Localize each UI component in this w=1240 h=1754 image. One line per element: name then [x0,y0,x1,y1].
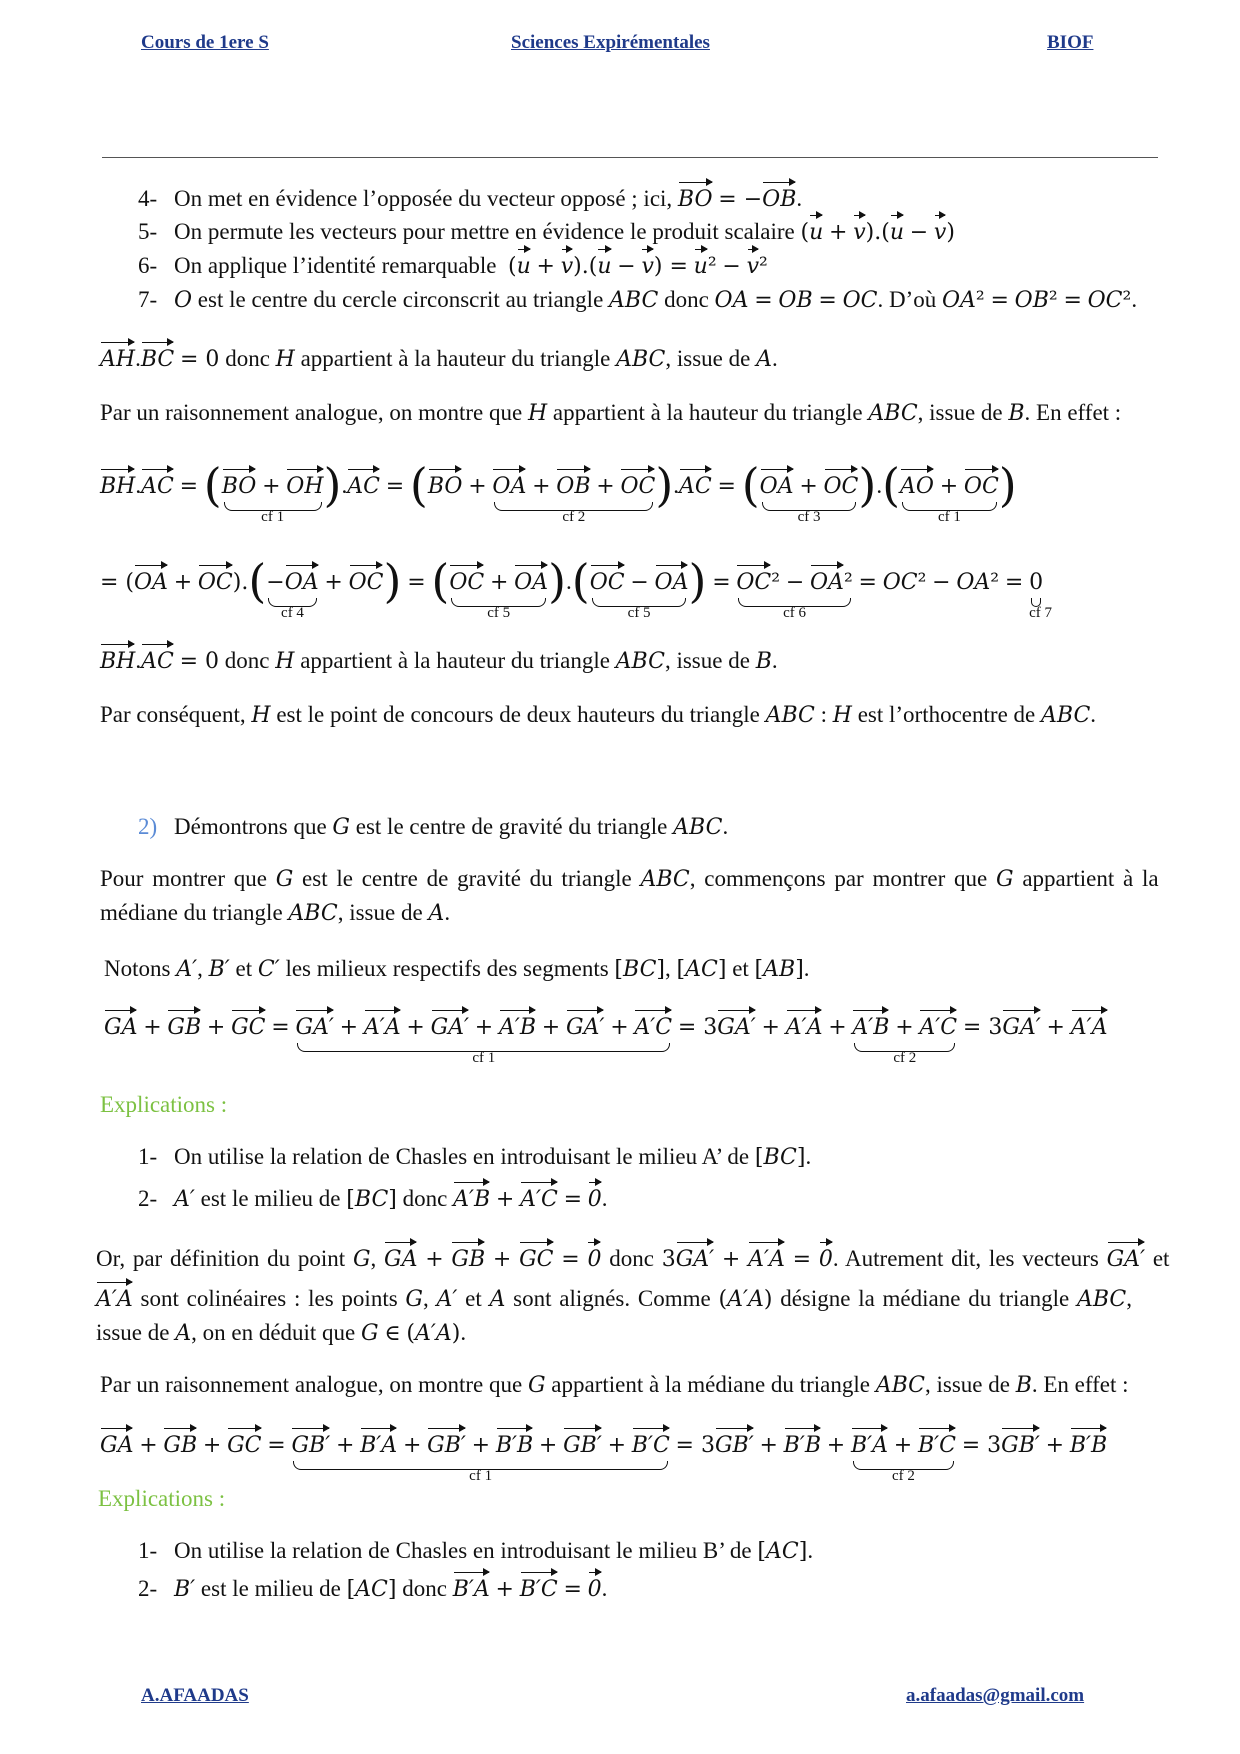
equation-bh-ac-line1: BH.AC = (BO + OH cf 1 ).AC = (BO + OA + OB + OC cf 2 ).AC = (OA + OC cf 3 ).(AO + OC cf 1 ) [100,458,1017,525]
equation-bh-ac-line2: = (OA + OC).(−OA cf 4 + OC) = (OC + OA cf 5 ).(OC − OA cf 5 ) = OC² − OA² cf 6 = OC² − OA² = 0 cf 7 [100,554,1052,621]
para-colineaires-3: issue de A, on en déduit que G ∈ (A′A). [96,1320,467,1346]
list-item-4: 4- On met en évidence l’opposée du vecteur opposé ; ici, BO = −OB. [138,184,802,215]
explications-label-2: Explications : [98,1486,226,1511]
section2-heading: 2) Démontrons que G est le centre de gravité du triangle ABC. [138,814,729,840]
header-rule [102,157,1158,158]
footer-author[interactable]: A.AFAADAS [141,1685,249,1706]
notons-line: Notons A′, B′ et C′ les milieux respectifs des segments [BC], [AC] et [AB]. [104,956,810,982]
equation-ga-gb-gc-a: GA + GB + GC = GA′ + A′A + GA′ + A′B + GA′ + A′C cf 1 = 3GA′ + A′A + A′B + A′C cf 2 = 3GA′ + A′A [104,1015,1108,1066]
footer-email[interactable]: a.afaadas@gmail.com [906,1685,1085,1706]
list-item-6: 6- On applique l’identité remarquable (u + v).(u − v) = u² − v² [138,251,768,282]
list-item-7: 7- O est le centre du cercle circonscrit au triangle ABC donc OA = OB = OC. D’où OA² = OB² = OC². [138,287,1138,313]
explication-1-1: 1- On utilise la relation de Chasles en introduisant le milieu A’ de [BC]. [138,1144,812,1170]
para-colineaires-2: A′A sont colinéaires : les points G, A′ et A sont alignés. Comme (A′A) désigne la médiane du triangle ABC, [96,1284,1132,1315]
para-colineaires-1: Or, par définition du point G, GA + GB + GC = 0 donc 3GA′ + A′A = 0. Autrement dit, les vecteurs GA′ et [96,1244,1169,1275]
header-center[interactable]: Sciences Expirémentales [511,32,710,53]
para-centre-gravite-2: médiane du triangle ABC, issue de A. [100,900,451,926]
header-left[interactable]: Cours de 1ere S [141,32,269,53]
explication-2-1: 1- On utilise la relation de Chasles en introduisant le milieu B’ de [AC]. [138,1538,814,1564]
explication-1-2: 2- A′ est le milieu de [BC] donc A′B + A′C = 0. [138,1184,608,1215]
conclusion-height-b: BH.AC = 0 donc H appartient à la hauteur du triangle ABC, issue de B. [100,646,778,677]
analog-height-b: Par un raisonnement analogue, on montre que H appartient à la hauteur du triangle ABC, issue de B. En effet : [100,400,1122,426]
header-right[interactable]: BIOF [1047,32,1094,53]
conclusion-height-a: AH.BC = 0 donc H appartient à la hauteur du triangle ABC, issue de A. [100,344,778,375]
orthocentre-conclusion: Par conséquent, H est le point de concours de deux hauteurs du triangle ABC : H est l’orthocentre de ABC. [100,702,1097,728]
analog-mediane-b: Par un raisonnement analogue, on montre que G appartient à la médiane du triangle ABC, issue de B. En effet : [100,1372,1129,1398]
explications-label-1: Explications : [100,1092,228,1117]
para-centre-gravite-1: Pour montrer que G est le centre de gravité du triangle ABC, commençons par montrer que G appartient à la [100,866,1159,892]
equation-ga-gb-gc-b: GA + GB + GC = GB′ + B′A + GB′ + B′B + GB′ + B′C cf 1 = 3GB′ + B′B + B′A + B′C cf 2 = 3GB′ + B′B [100,1433,1108,1484]
explication-2-2: 2- B′ est le milieu de [AC] donc B′A + B′C = 0. [138,1574,607,1605]
list-item-5: 5- On permute les vecteurs pour mettre en évidence le produit scalaire (u + v).(u − v) [138,217,955,248]
